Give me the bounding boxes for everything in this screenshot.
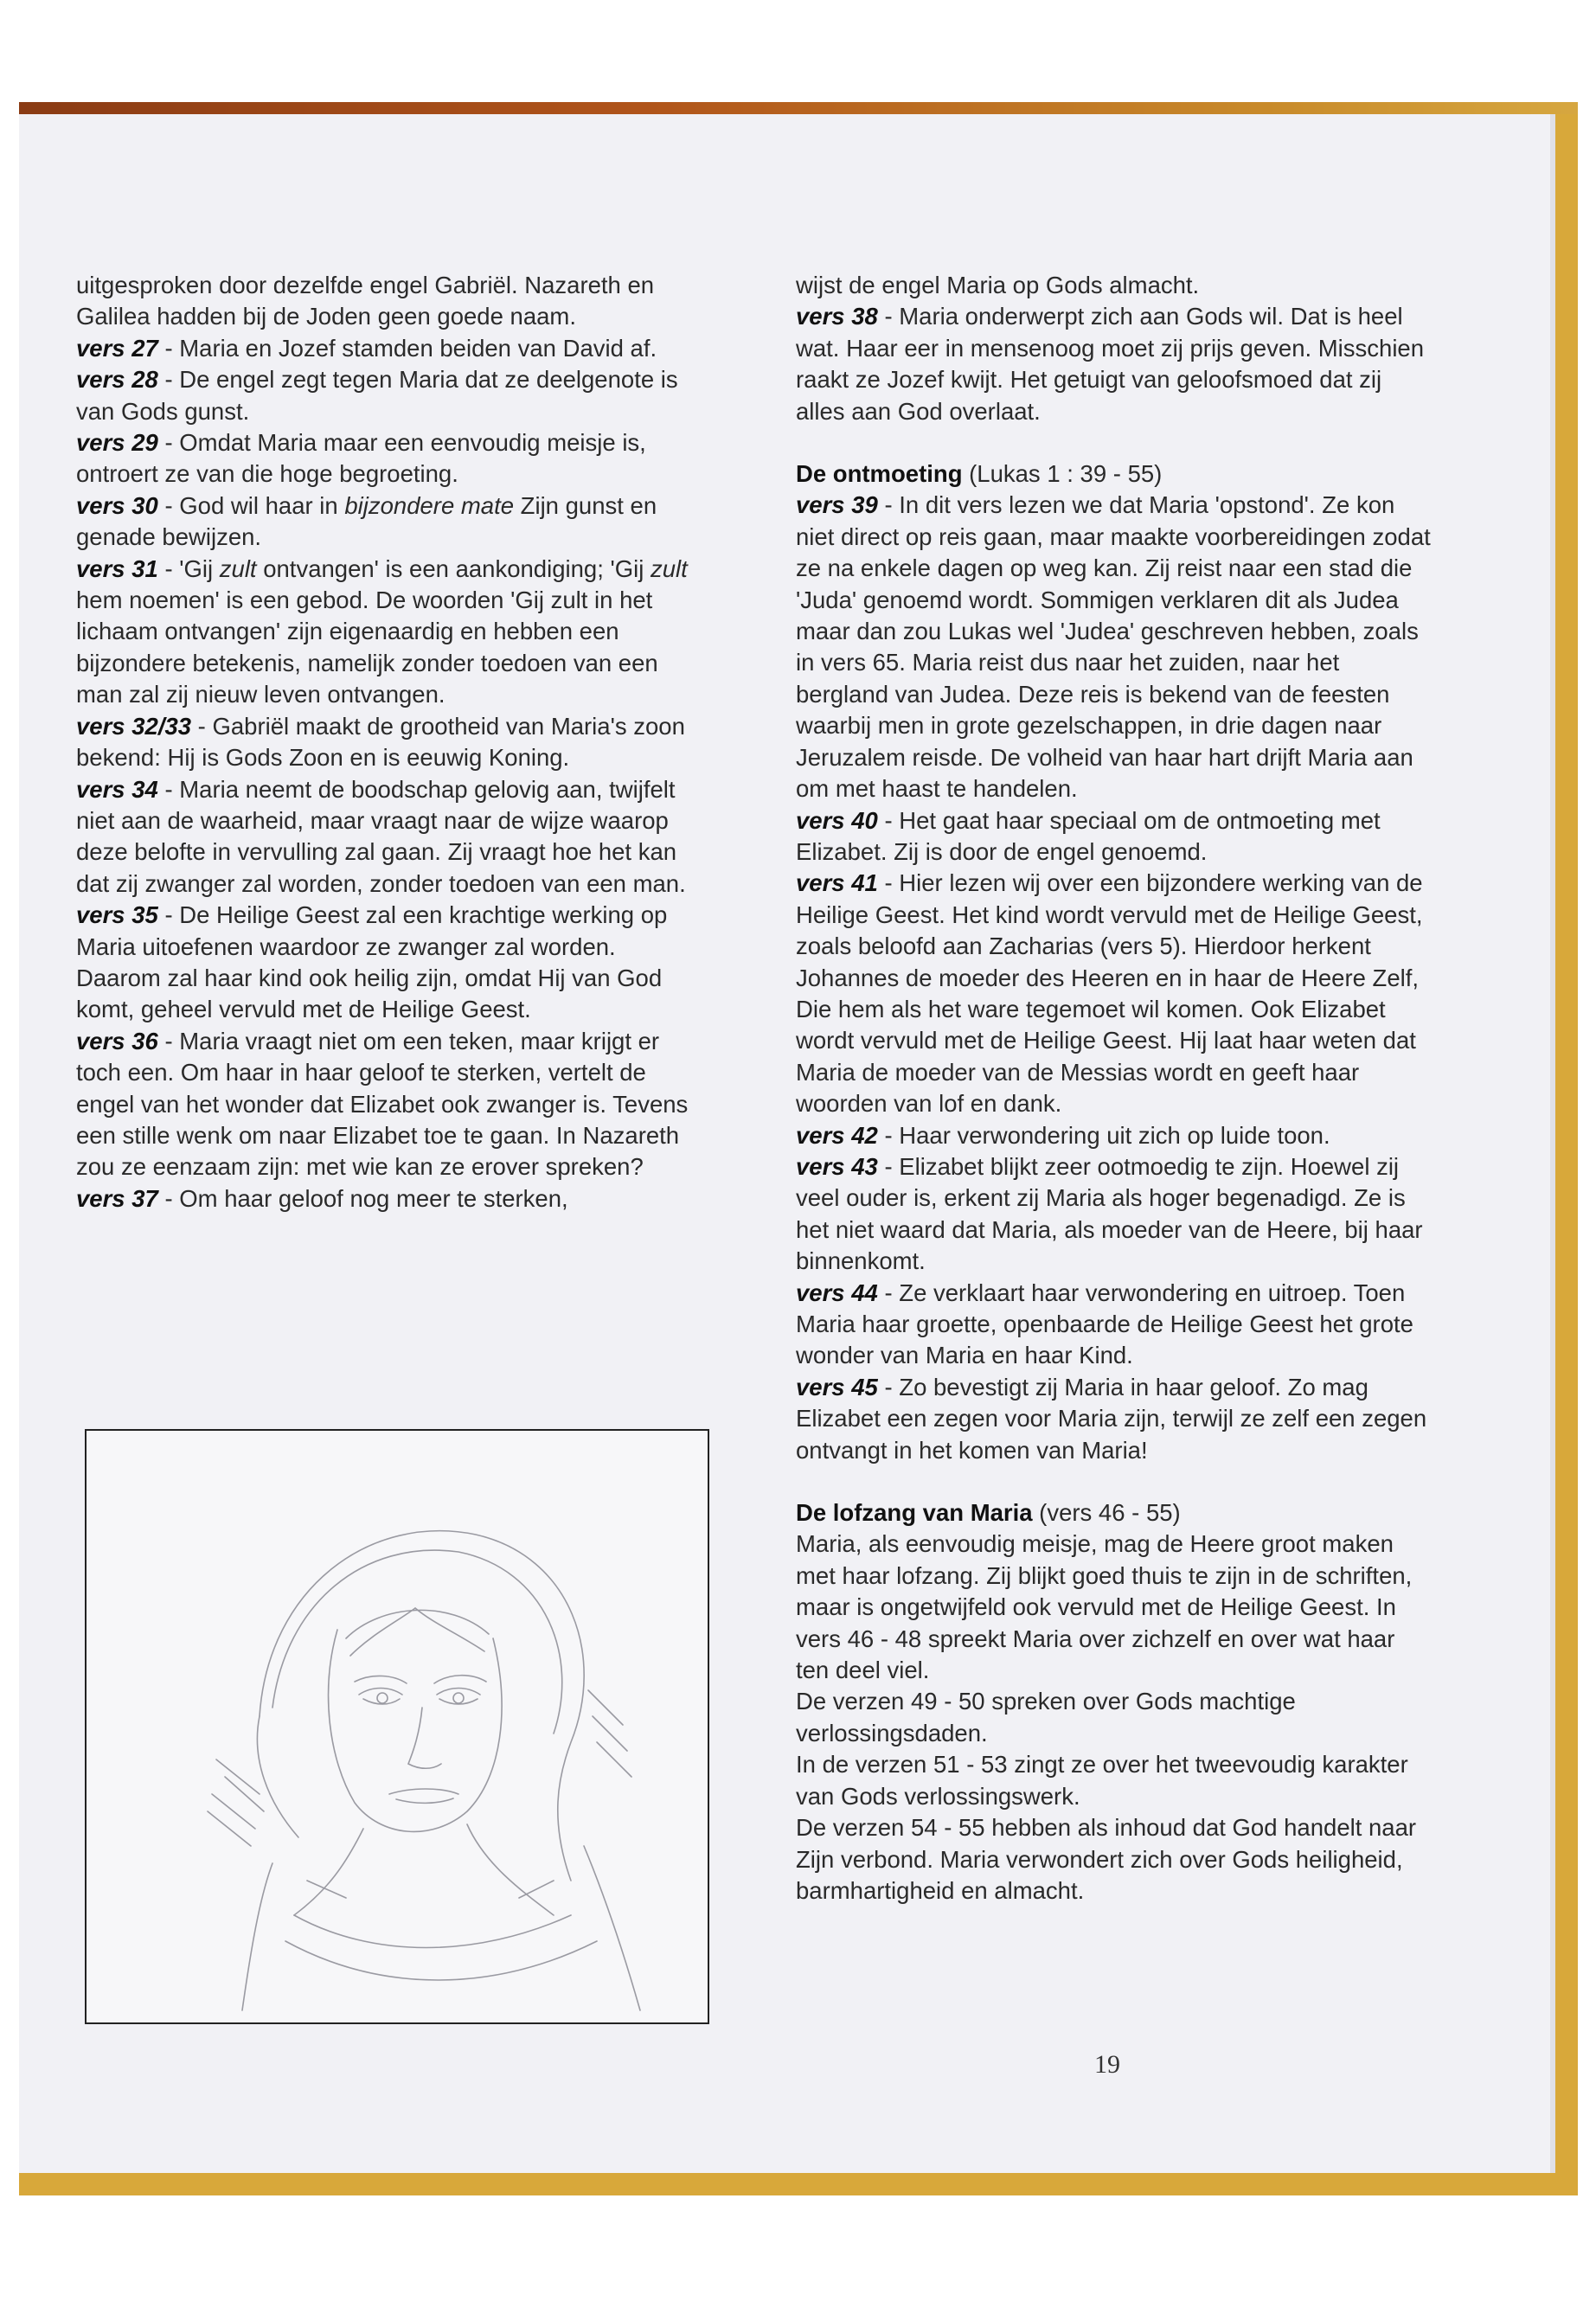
right-column (796, 270, 1432, 1907)
verse-label: vers 29 (76, 429, 158, 457)
verse-label: vers 36 (76, 1027, 158, 1054)
verse-label: vers 44 (796, 1279, 878, 1306)
verse-35: vers 35 - De Heilige Geest zal een krachtige werking op Maria uitoefenen waardoor ze zwanger zal worden. Daarom zal haar kind ook heilig zijn, omdat Hij van God komt, geheel vervuld met de Heilige Geest. (76, 901, 668, 1023)
verse-label: vers 30 (76, 491, 158, 519)
verse-label: vers 40 (796, 806, 878, 834)
verse-40: vers 40 - Het gaat haar speciaal om de ontmoeting met Elizabet. Zij is door de engel genoemd. (796, 806, 1381, 865)
section-heading-ontmoeting: De ontmoeting (Lukas 1 : 39 - 55) (796, 460, 1163, 488)
heading-title: De ontmoeting (796, 460, 963, 488)
verse-label: vers 32/33 (76, 712, 192, 740)
verse-label: vers 43 (796, 1152, 878, 1180)
verse-label: vers 38 (796, 303, 878, 330)
cover-top-edge (19, 102, 1578, 114)
paragraph: uitgesproken door dezelfde engel Gabriël. Nazareth en Galilea hadden bij de Joden geen goede naam. (76, 272, 655, 330)
verse-27: vers 27 - Maria en Jozef stamden beiden van David af. (76, 334, 657, 362)
verse-45: vers 45 - Zo bevestigt zij Maria in haar geloof. Zo mag Elizabet een zegen voor Maria zijn, terwijl ze zelf een zegen ontvangt in het komen van Maria! (796, 1373, 1427, 1464)
paragraph: wijst de engel Maria op Gods almacht. (796, 272, 1200, 298)
verse-29: vers 29 - Omdat Maria maar een eenvoudig meisje is, ontroert ze van die hoge begroeting. (76, 429, 646, 488)
verse-28: vers 28 - De engel zegt tegen Maria dat ze deelgenote is van Gods gunst. (76, 366, 678, 425)
pencil-sketch-portrait-icon (87, 1431, 708, 2022)
verse-37: vers 37 - Om haar geloof nog meer te sterken, (76, 1184, 568, 1212)
verse-label: vers 39 (796, 491, 878, 519)
verse-label: vers 31 (76, 554, 158, 582)
verse-label: vers 37 (76, 1184, 158, 1212)
verse-30: vers 30 - God wil haar in bijzondere mate Zijn gunst en genade bewijzen. (76, 491, 657, 551)
verse-label: vers 45 (796, 1373, 878, 1400)
verse-41: vers 41 - Hier lezen wij over een bijzondere werking van de Heilige Geest. Het kind wordt vervuld met de Heilige Geest, zoals beloofd aan Zacharias (vers 5). Hierdoor herkent Johannes de moeder des Heeren en in haar de Heere Zelf, Die hem als het ware tegemoet wil komen. Ook Elizabet wordt vervuld met de Heilige Geest. Hij laat haar weten dat Maria de moeder van de Messias wordt en geeft haar woorden van lof en dank. (796, 869, 1423, 1118)
verse-31: vers 31 - 'Gij zult ontvangen' is een aankondiging; 'Gij zult hem noemen' is een gebod. De woorden 'Gij zult in het lichaam ontvangen' zijn eigenaardig en hebben een bijzondere betekenis, namelijk zonder toedoen van een man zal zij nieuw leven ontvangen. (76, 554, 688, 708)
left-column (76, 270, 703, 1215)
heading-title: De lofzang van Maria (796, 1499, 1033, 1527)
verse-label: vers 34 (76, 775, 158, 803)
verse-label: vers 42 (796, 1121, 878, 1149)
verse-38: vers 38 - Maria onderwerpt zich aan Gods wil. Dat is heel wat. Haar eer in mensenoog moet zij prijs geven. Misschien raakt ze Jozef kwijt. Het getuigt van geloofsmoed dat zij alles aan God overlaat. (796, 303, 1425, 425)
verse-44: vers 44 - Ze verklaart haar verwondering en uitroep. Toen Maria haar groette, openbaarde de Heilige Geest het grote wonder van Maria en haar Kind. (796, 1279, 1413, 1369)
verse-label: vers 35 (76, 901, 158, 929)
spacer (796, 1466, 1432, 1497)
page-number: 19 (1094, 2050, 1120, 2079)
verse-34: vers 34 - Maria neemt de boodschap gelovig aan, twijfelt niet aan de waarheid, maar vraagt naar de wijze waarop deze belofte in vervulling zal gaan. Zij vraagt hoe het kan dat zij zwanger zal worden, zonder toedoen van een man. (76, 775, 686, 897)
verse-32-33: vers 32/33 - Gabriël maakt de grootheid van Maria's zoon bekend: Hij is Gods Zoon en is eeuwig Koning. (76, 712, 685, 772)
paragraph: De verzen 49 - 50 spreken over Gods machtige verlossingsdaden. (796, 1688, 1296, 1747)
verse-label: vers 27 (76, 334, 158, 362)
paragraph: Maria, als eenvoudig meisje, mag de Heere groot maken met haar lofzang. Zij blijkt goed thuis te zijn in de schriften, maar is ongetwijfeld ook vervuld met de Heilige Geest. In vers 46 - 48 spreekt Maria over zichzelf en over wat haar ten deel viel. (796, 1530, 1413, 1684)
verse-label: vers 41 (796, 869, 878, 897)
verse-36: vers 36 - Maria vraagt niet om een teken, maar krijgt er toch een. Om haar in haar geloof te sterken, vertelt de engel van het wonder dat Elizabet ook zwanger is. Tevens een stille wenk om naar Elizabet toe te gaan. In Nazareth zou ze eenzaam zijn: met wie kan ze erover spreken? (76, 1027, 689, 1181)
verse-42: vers 42 - Haar verwondering uit zich op luide toon. (796, 1121, 1330, 1149)
paragraph: In de verzen 51 - 53 zingt ze over het tweevoudig karakter van Gods verlossingswerk. (796, 1751, 1408, 1810)
verse-39: vers 39 - In dit vers lezen we dat Maria 'opstond'. Ze kon niet direct op reis gaan, maar maakte voorbereidingen zodat ze na enkele dagen op weg kan. Zij reist naar een stad die 'Juda' genoemd wordt. Sommigen verklaren dit als Judea maar dan zou Lukas wel 'Judea' geschreven hebben, zoals in vers 65. Maria reist dus naar het zuiden, naar het bergland van Judea. Deze reis is bekend van de feesten waarbij men in grote gezelschappen, in drie dagen naar Jeruzalem reisde. De volheid van haar hart drijft Maria aan om met haast te handelen. (796, 491, 1431, 803)
spacer (796, 427, 1432, 458)
section-heading-lofzang: De lofzang van Maria (vers 46 - 55) (796, 1499, 1181, 1527)
verse-43: vers 43 - Elizabet blijkt zeer ootmoedig te zijn. Hoewel zij veel ouder is, erkent zij Maria als hoger begenadigd. Ze is het niet waard dat Maria, als moeder van de Heere, bij haar binnenkomt. (796, 1152, 1423, 1275)
portrait-illustration (85, 1429, 709, 2024)
paragraph: De verzen 54 - 55 hebben als inhoud dat God handelt naar Zijn verbond. Maria verwondert zich over Gods heiligheid, barmhartigheid en almacht. (796, 1814, 1417, 1904)
verse-label: vers 28 (76, 366, 158, 394)
